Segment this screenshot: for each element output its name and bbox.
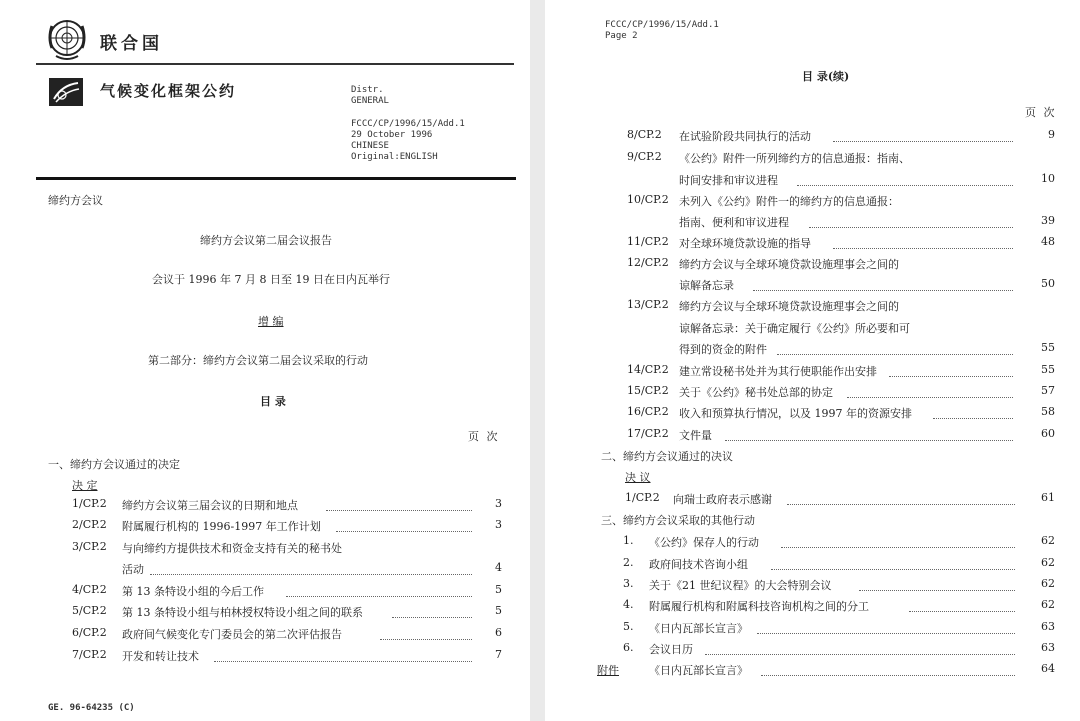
decision-code: 15/CP.2 (627, 384, 669, 397)
toc-entry (627, 235, 1067, 253)
distr-label: Distr. (351, 85, 384, 95)
decision-code: 1/CP.2 (72, 497, 107, 510)
page-number: 9 (1048, 128, 1055, 141)
entry-text: 关于《21 世纪议程》的大会特别会议 (649, 579, 832, 592)
dot-leader (214, 660, 472, 662)
dot-leader (797, 184, 1013, 186)
dot-leader (761, 674, 1015, 676)
toc-entry (623, 641, 1067, 659)
entry-text: 未列入《公约》附件一的缔约方的信息通报： (679, 195, 899, 208)
dot-leader (705, 653, 1015, 655)
header-thick-rule (36, 177, 516, 180)
decision-code: 13/CP.2 (627, 298, 669, 311)
entry-text-continued: 活动 (122, 563, 144, 576)
page-number: 64 (1041, 662, 1055, 675)
convention-name: 气候变化框架公约 (100, 82, 237, 100)
entry-text-continued: 指南、便利和审议进程 (679, 216, 789, 229)
toc-entry-continuation (627, 172, 1067, 190)
doc-symbol: FCCC/CP/1996/15/Add.1 (605, 20, 719, 30)
page-number: 10 (1041, 172, 1055, 185)
entry-text: 与向缔约方提供技术和资金支持有关的秘书处 (122, 542, 342, 555)
decision-code: 4/CP.2 (72, 583, 107, 596)
entry-text: 开发和转让技术 (122, 650, 199, 663)
page-number: 6 (495, 626, 502, 639)
entry-text-continued: 时间安排和审议进程 (679, 174, 778, 187)
toc-entry (623, 556, 1067, 574)
page-number: 63 (1041, 620, 1055, 633)
entry-text: 缔约方会议与全球环境贷款设施理事会之间的 (679, 258, 899, 271)
page-number: 50 (1041, 277, 1055, 290)
dot-leader (833, 247, 1013, 249)
decision-code: 16/CP.2 (627, 405, 669, 418)
item-number: 2. (623, 556, 634, 569)
section-3-title: 三、缔约方会议采取的其他行动 (601, 514, 755, 527)
dot-leader (781, 546, 1015, 548)
entry-text: 在试验阶段共同执行的活动 (679, 130, 811, 143)
toc-entry (72, 648, 502, 666)
body-label: 缔约方会议 (48, 194, 103, 207)
dot-leader (847, 396, 1013, 398)
un-name: 联合国 (100, 34, 163, 54)
entry-text: 政府间气候变化专门委员会的第二次评估报告 (122, 628, 342, 641)
toc-entry (627, 150, 1067, 168)
toc-entry (623, 620, 1067, 638)
page-number: 58 (1041, 405, 1055, 418)
dot-leader (833, 140, 1013, 142)
dot-leader (326, 509, 472, 511)
page-number: 5 (495, 604, 502, 617)
entry-text: 第 13 条特设小组的今后工作 (122, 585, 264, 598)
decision-code: 9/CP.2 (627, 150, 662, 163)
toc-entry (623, 577, 1067, 595)
section-2-title: 二、缔约方会议通过的决议 (601, 450, 733, 463)
toc-entry (627, 193, 1067, 211)
page-number: 48 (1041, 235, 1055, 248)
page-gutter (530, 0, 545, 721)
toc-title: 目 录 (260, 395, 286, 408)
page-number: 39 (1041, 214, 1055, 227)
entry-text: 《公约》保存人的行动 (649, 536, 759, 549)
un-emblem-icon (44, 18, 90, 62)
dot-leader (809, 226, 1013, 228)
toc-entry (625, 491, 1067, 509)
page-column-header: 页 次 (468, 430, 500, 443)
page-number: 62 (1041, 598, 1055, 611)
dot-leader (777, 353, 1013, 355)
entry-text: 《公约》附件一所列缔约方的信息通报：指南、 (679, 152, 910, 165)
page-number: 61 (1041, 491, 1055, 504)
page-column-header: 页 次 (1025, 106, 1057, 119)
entry-text: 附属履行机构的 1996-1997 年工作计划 (122, 520, 321, 533)
item-number: 1. (623, 534, 634, 547)
page-number: 3 (495, 497, 502, 510)
decision-code: 2/CP.2 (72, 518, 107, 531)
decision-code: 3/CP.2 (72, 540, 107, 553)
page-number: 62 (1041, 556, 1055, 569)
toc-entry (72, 497, 502, 515)
decision-code: 11/CP.2 (627, 235, 669, 248)
toc-entry-continuation (627, 320, 1067, 338)
entry-text: 对全球环境贷款设施的指导 (679, 237, 811, 250)
entry-text: 向瑞士政府表示感谢 (673, 493, 772, 506)
document-page-left (0, 0, 530, 721)
page-number: 60 (1041, 427, 1055, 440)
dot-leader (933, 417, 1013, 419)
item-number: 3. (623, 577, 634, 590)
dot-leader (753, 289, 1013, 291)
decision-code: 12/CP.2 (627, 256, 669, 269)
entry-text: 附属履行机构和附属科技咨询机构之间的分工 (649, 600, 869, 613)
page-number: 55 (1041, 363, 1055, 376)
document-page-right (545, 0, 1080, 721)
toc-entry (623, 598, 1067, 616)
decision-code: 7/CP.2 (72, 648, 107, 661)
toc-entry-annex (597, 662, 1067, 680)
dot-leader (150, 573, 472, 575)
resolutions-label: 决 议 (625, 471, 651, 484)
resolution-code: 1/CP.2 (625, 491, 660, 504)
toc-entry (72, 583, 502, 601)
toc-entry-continuation (627, 341, 1067, 359)
entry-text: 《日内瓦部长宣言》 (649, 622, 748, 635)
item-number: 5. (623, 620, 634, 633)
entry-text: 第 13 条特设小组与柏林授权特设小组之间的联系 (122, 606, 363, 619)
decision-code: 14/CP.2 (627, 363, 669, 376)
page-number: 3 (495, 518, 502, 531)
entry-text: 政府间技术咨询小组 (649, 558, 748, 571)
decision-code: 10/CP.2 (627, 193, 669, 206)
page-number: 62 (1041, 577, 1055, 590)
doc-date: 29 October 1996 (351, 130, 433, 140)
toc-entry-continuation (627, 277, 1067, 295)
toc-entry (627, 384, 1067, 402)
dot-leader (757, 632, 1015, 634)
doc-symbol: FCCC/CP/1996/15/Add.1 (351, 119, 465, 129)
entry-text: 建立常设秘书处并为其行使职能作出安排 (679, 365, 877, 378)
item-number: 4. (623, 598, 634, 611)
header-rule (36, 63, 514, 65)
toc-entry (627, 427, 1067, 445)
page-number: 63 (1041, 641, 1055, 654)
page-number: 55 (1041, 341, 1055, 354)
page-number: 57 (1041, 384, 1055, 397)
toc-entry (623, 534, 1067, 552)
entry-text: 会议日历 (649, 643, 693, 656)
toc-entry (72, 626, 502, 644)
toc-entry (627, 363, 1067, 381)
dot-leader (771, 568, 1015, 570)
toc-entry (627, 298, 1067, 316)
dot-leader (392, 616, 472, 618)
page-number: 5 (495, 583, 502, 596)
dot-leader (380, 638, 472, 640)
toc-entry (627, 405, 1067, 423)
doc-original: Original:ENGLISH (351, 152, 438, 162)
dot-leader (889, 375, 1013, 377)
page-number: 62 (1041, 534, 1055, 547)
dot-leader (286, 595, 472, 597)
toc-entry (627, 256, 1067, 274)
part-title: 第二部分：缔约方会议第二届会议采取的行动 (148, 354, 368, 367)
toc-title-continued: 目 录(续) (802, 70, 850, 83)
decisions-label: 决 定 (72, 479, 98, 492)
report-title: 缔约方会议第二届会议报告 (200, 234, 332, 247)
page-number: 4 (495, 561, 502, 574)
decision-code: 5/CP.2 (72, 604, 107, 617)
session-dates: 会议于 1996 年 7 月 8 日至 19 日在日内瓦举行 (152, 273, 390, 286)
dot-leader (336, 530, 472, 532)
unfccc-logo-icon (48, 77, 84, 107)
footer-job-number: GE. 96-64235 (C) (48, 703, 135, 713)
entry-text: 缔约方会议与全球环境贷款设施理事会之间的 (679, 300, 899, 313)
toc-entry (72, 604, 502, 622)
toc-entry-continuation (627, 214, 1067, 232)
decision-code: 6/CP.2 (72, 626, 107, 639)
toc-entry (72, 518, 502, 536)
section-1-title: 一、缔约方会议通过的决定 (48, 458, 180, 471)
dot-leader (909, 610, 1015, 612)
page-label: Page 2 (605, 31, 638, 41)
decision-code: 8/CP.2 (627, 128, 662, 141)
entry-text-continued: 谅解备忘录 (679, 279, 734, 292)
toc-entry (627, 128, 1067, 146)
dot-leader (725, 439, 1013, 441)
annex-label: 附件 (597, 664, 619, 677)
toc-entry (72, 540, 502, 558)
doc-language: CHINESE (351, 141, 389, 151)
item-number: 6. (623, 641, 634, 654)
entry-text: 关于《公约》秘书处总部的协定 (679, 386, 833, 399)
entry-text: 收入和预算执行情况，以及 1997 年的资源安排 (679, 407, 912, 420)
dot-leader (787, 503, 1015, 505)
toc-entry-continuation (72, 561, 502, 579)
entry-text-continued: 得到的资金的附件 (679, 343, 767, 356)
entry-text: 文件量 (679, 429, 712, 442)
entry-text: 缔约方会议第三届会议的日期和地点 (122, 499, 298, 512)
decision-code: 17/CP.2 (627, 427, 669, 440)
dot-leader (859, 589, 1015, 591)
addendum-label: 增 编 (258, 315, 284, 328)
entry-text-continued: 谅解备忘录：关于确定履行《公约》所必要和可 (679, 322, 910, 335)
distr-value: GENERAL (351, 96, 389, 106)
page-number: 7 (495, 648, 502, 661)
entry-text: 《日内瓦部长宣言》 (649, 664, 748, 677)
